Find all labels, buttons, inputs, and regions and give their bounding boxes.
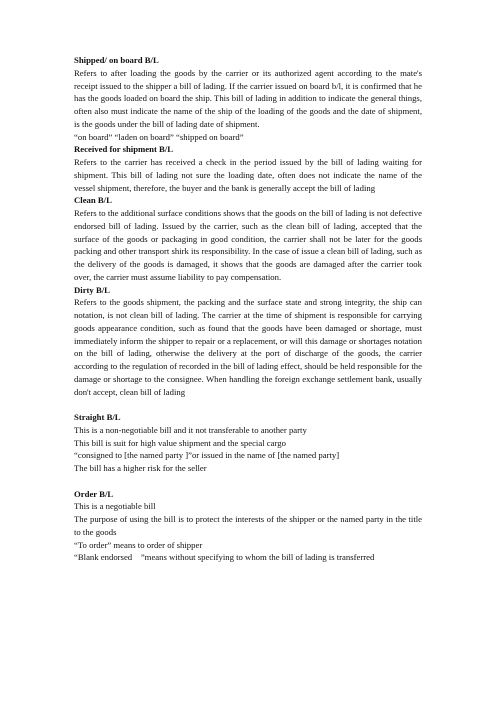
straight-line: “consigned to [the named party ]”or issued in the name of [the named party]: [74, 450, 340, 461]
paragraph-dirty-bl: Refers to the goods shipment, the packing and the surface state and strong integrity, the ship can notation, is not clean bill of lading. The carrier at the time of shipment is responsible for carrying goods appearance condition, such as found that the goods have been damaged or shortage, must immediately inform the shipper to repair or a replacement, or will this damage or shortages notation on the bill of lading, otherwise the delivery at the port of discharge of the goods, the carrier according to the regulation of recorded in the bill of lading effect, should be held responsible for the damage or shortage to the consignee. When handling the foreign exchange settlement bank, usually don't accept, clean bill of lading: [74, 297, 422, 397]
straight-line: The bill has a higher risk for the seller: [74, 463, 207, 473]
straight-line: This is a non-negotiable bill and it not transferable to another party: [74, 424, 307, 435]
straight-line: This bill is suit for high value shipment and the special cargo: [74, 437, 286, 448]
document-page: [74, 54, 422, 564]
heading-shipped-bl: Shipped/ on board B/L: [74, 55, 159, 65]
paragraph-order-bl: The purpose of using the bill is to protect the interests of the shipper or the named party in the title to the goods: [74, 514, 422, 537]
paragraph-shipped-bl: Refers to after loading the goods by the carrier or its authorized agent according to the mate's receipt issued to the shipper a bill of lading. If the carrier issued on board b/l, it is confirmed that he has the goods loaded on board the ship. This bill of lading in addition to indicate the general things, often also must indicate the name of the ship of the loading of the goods and the date of shipment, is the goods under the bill of lading date of shipment.: [74, 67, 422, 129]
heading-clean-bl: Clean B/L: [74, 195, 112, 206]
heading-straight-bl: Straight B/L: [74, 412, 121, 422]
terms-on-board: “on board” “laden on board” “shipped on board”: [74, 131, 244, 142]
heading-dirty-bl: Dirty B/L: [74, 284, 110, 295]
order-line: “To order” means to order of shipper: [74, 539, 203, 550]
order-line: “Blank endorsed ”means without specifying to whom the bill of lading is transferred: [74, 552, 375, 563]
heading-received-bl: Received for shipment B/L: [74, 144, 174, 155]
section-gap: [74, 398, 422, 411]
paragraph-clean-bl: Refers to the additional surface conditions shows that the goods on the bill of lading is not defective endorsed bill of lading. Issued by the carrier, such as the clean bill of lading, accepted that the surface of the goods or packaging in good condition, the carrier shall not be later for the goods packing and other transport shirk its responsibility. In the case of issue a clean bill of lading, such as the delivery of the goods is damaged, it shows that the goods are damaged after the carrier took over, the carrier must assume liability to pay compensation.: [74, 208, 422, 282]
heading-order-bl: Order B/L: [74, 488, 114, 499]
paragraph-received-bl: Refers to the carrier has received a check in the period issued by the bill of lading waiting for shipment. This bill of lading not sure the loading date, often does not indicate the name of the vessel shipment, therefore, the buyer and the bank is generally accept the bill of lading: [74, 157, 422, 193]
order-line: This is a negotiable bill: [74, 501, 156, 512]
section-gap: [74, 475, 422, 488]
